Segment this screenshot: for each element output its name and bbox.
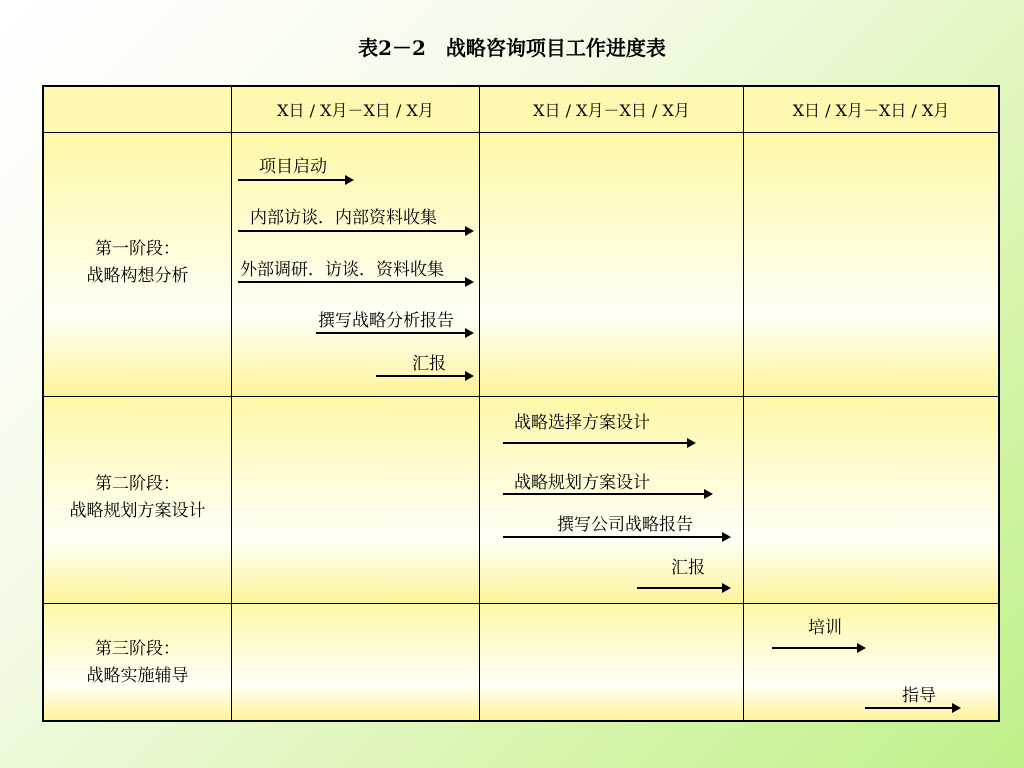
row1-period3-cell [744,133,998,397]
header-cell-stage [44,87,232,133]
task-label: 内部访谈．内部资料收集 [250,208,437,228]
stage-number: 第一阶段： [95,239,180,259]
header-label [44,87,231,132]
row3-period2-cell [480,604,744,720]
row2-period1-cell [232,397,480,604]
task-arrow [316,332,472,334]
task-arrow [503,536,729,538]
task-label: 撰写战略分析报告 [318,311,454,331]
task-label: 汇报 [412,354,446,374]
row2-period3-cell [744,397,998,604]
stage-number: 第三阶段： [95,639,180,659]
task-label: 战略规划方案设计 [514,473,650,493]
header-cell-period-2 [480,87,744,133]
stage-cell-1 [44,133,232,397]
task-label: 指导 [902,686,936,706]
stage-name: 战略实施辅导 [86,666,189,686]
table-title: 表2－2 战略咨询项目工作进度表 [358,36,666,60]
stage-number: 第二阶段： [95,474,180,494]
task-label: 撰写公司战略报告 [557,515,693,535]
row3-period1-cell [232,604,480,720]
header-label: X日 / X月－X日 / X月 [277,101,434,120]
task-arrow [376,375,472,377]
task-label: 培训 [808,618,842,638]
header-cell-period-1 [232,87,480,133]
header-label: X日 / X月－X日 / X月 [792,101,950,120]
task-arrow [503,442,694,444]
stage-name: 战略构想分析 [86,266,189,286]
stage-name: 战略规划方案设计 [69,501,206,521]
header-cell-period-3 [744,87,998,133]
task-label: 汇报 [671,558,705,578]
task-arrow [865,707,959,709]
task-arrow [238,230,472,232]
task-label: 项目启动 [259,157,327,177]
task-label: 外部调研．访谈．资料收集 [240,260,444,280]
schedule-table [42,85,1000,722]
row1-period2-cell [480,133,744,397]
header-label: X日 / X月－X日 / X月 [533,101,690,120]
task-arrow [238,281,472,283]
stage-cell-3 [44,604,232,720]
stage-cell-2 [44,397,232,604]
task-arrow [772,647,864,649]
task-arrow [503,493,711,495]
task-arrow [637,587,729,589]
task-label: 战略选择方案设计 [514,413,650,433]
task-arrow [238,179,352,181]
